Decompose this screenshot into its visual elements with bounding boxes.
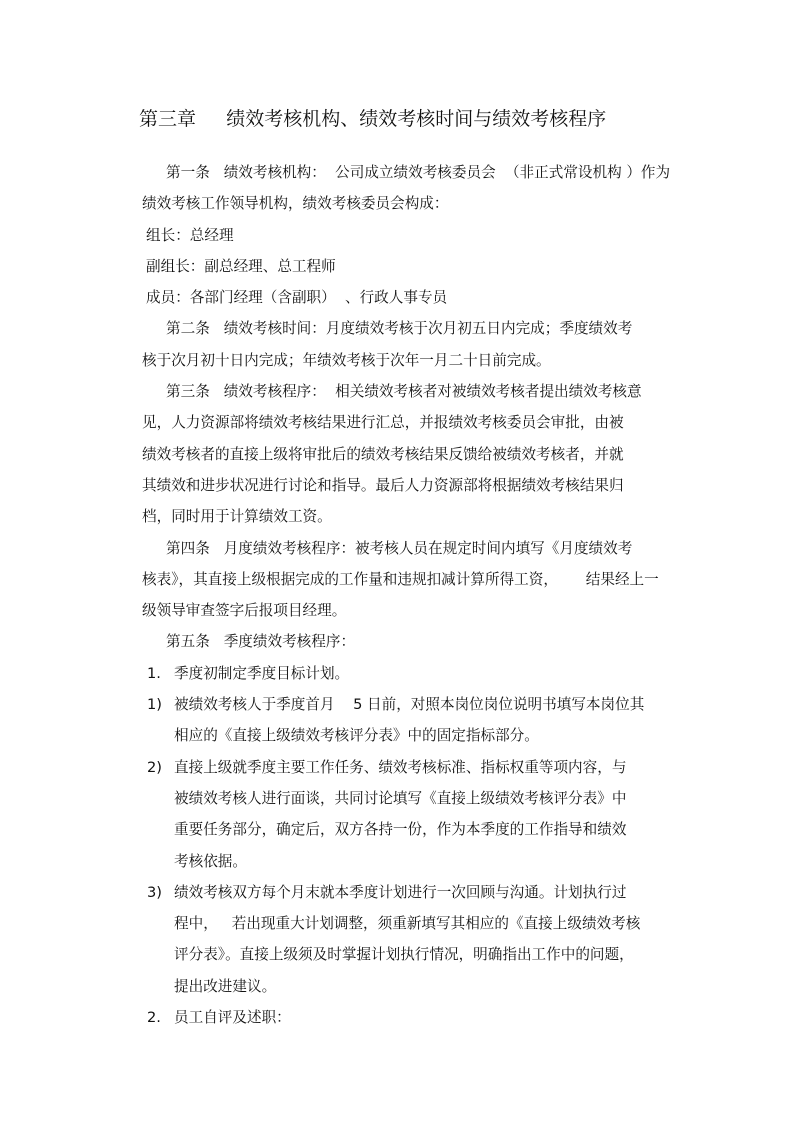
committee-leader: 组长：总经理 [146, 226, 234, 244]
article-2-line: 第二条 绩效考核时间：月度绩效考核于次月初五日内完成；季度绩效考 [166, 320, 633, 338]
list-number: 1) [147, 696, 162, 714]
article-1-line: 第一条 绩效考核机构： 公司成立绩效考核委员会 （非正式常设机构 ）作为 [166, 164, 671, 181]
list-item [0, 689, 792, 720]
article-2-line: 核于次月初十日内完成；年绩效考核于次年一月二十日前完成。 [142, 351, 551, 369]
list-number: 1. [147, 664, 161, 682]
list-text: 被绩效考核人于季度首月 5 日前，对照本岗位岗位说明书填写本岗位其 [174, 696, 645, 714]
list-item [0, 658, 792, 689]
list-item-continuation: 被绩效考核人进行面谈，共同讨论填写《直接上级绩效考核评分表》中 [174, 789, 627, 807]
list-item-continuation: 相应的《直接上级绩效考核评分表》中的固定指标部分。 [174, 727, 539, 745]
list-item-continuation: 程中， 若出现重大计划调整，须重新填写其相应的《直接上级绩效考核 [174, 915, 641, 933]
list-text: 直接上级就季度主要工作任务、绩效考核标准、指标权重等项内容，与 [174, 758, 627, 776]
document-body [0, 157, 792, 1033]
list-text: 季度初制定季度目标计划。 [174, 664, 350, 682]
list-item-continuation: 考核依据。 [174, 852, 247, 870]
article-3-line: 档，同时用于计算绩效工资。 [142, 508, 332, 526]
list-number: 2) [147, 758, 162, 776]
article-5-heading: 第五条 季度绩效考核程序： [166, 633, 356, 651]
article-1-line: 绩效考核工作领导机构，绩效考核委员会构成： [142, 195, 449, 213]
list-number: 2. [147, 1009, 161, 1027]
article-4-line: 级领导审查签字后报项目经理。 [142, 602, 347, 620]
list-item [0, 752, 792, 783]
article-4-line: 第四条 月度绩效考核程序：被考核人员在规定时间内填写《月度绩效考 [166, 539, 633, 557]
committee-members: 成员：各部门经理（含副职） 、行政人事专员 [146, 289, 448, 307]
article-4-line: 核表》，其直接上级根据完成的工作量和违规扣减计算所得工资， 结果经上一 [142, 570, 659, 588]
article-3-line: 见，人力资源部将绩效考核结果进行汇总，并报绩效考核委员会审批，由被 [142, 414, 624, 432]
list-item-continuation: 评分表》。直接上级须及时掌握计划执行情况，明确指出工作中的问题， [174, 946, 634, 964]
chapter-title: 第三章 绩效考核机构、绩效考核时间与绩效考核程序 [139, 108, 607, 130]
list-item [0, 877, 792, 908]
article-3-line: 第三条 绩效考核程序： 相关绩效考核者对被绩效考核者提出绩效考核意 [166, 383, 642, 401]
article-3-line: 其绩效和进步状况进行讨论和指导。最后人力资源部将根据绩效考核结果归 [142, 476, 624, 494]
list-item [0, 1002, 792, 1033]
list-item-continuation: 重要任务部分，确定后，双方各持一份，作为本季度的工作指导和绩效 [174, 821, 627, 839]
list-text: 绩效考核双方每个月末就本季度计划进行一次回顾与沟通。计划执行过 [174, 883, 627, 901]
list-text: 员工自评及述职： [174, 1009, 291, 1027]
committee-deputy: 副组长：副总经理、总工程师 [146, 257, 336, 275]
list-item-continuation: 提出改进建议。 [174, 977, 277, 995]
article-3-line: 绩效考核者的直接上级将审批后的绩效考核结果反馈给被绩效考核者，并就 [142, 445, 624, 463]
list-number: 3) [147, 883, 162, 901]
